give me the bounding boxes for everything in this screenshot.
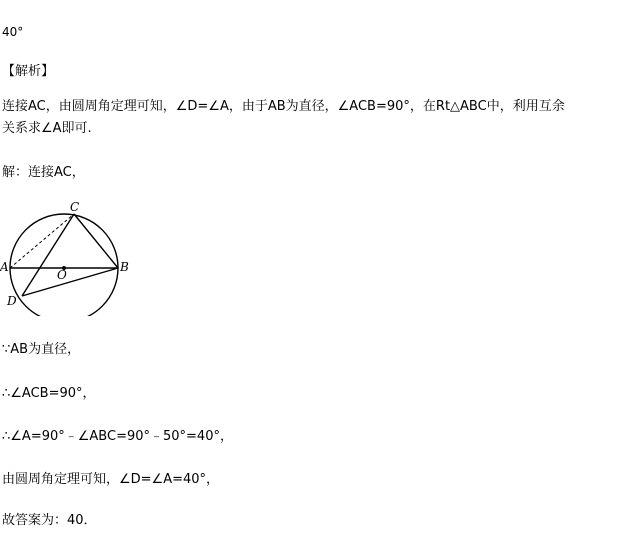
solution-step-3: ∴∠A=90°﹣∠ABC=90°﹣50°=40°，: [2, 429, 233, 444]
solution-step-2: ∴∠ACB=90°，: [2, 386, 96, 401]
solution-conclusion: 故答案为：40．: [2, 513, 97, 528]
dashed-segment-ac: [10, 214, 74, 268]
solution-step-4: 由圆周角定理可知，∠D=∠A=40°，: [2, 472, 220, 487]
analysis-line-2: 关系求∠A即可.: [2, 121, 92, 136]
geometry-figure: [0, 196, 140, 316]
label-c: C: [70, 200, 80, 214]
solution-intro: 解：连接AC，: [2, 165, 85, 180]
solution-step-1: ∵AB为直径，: [2, 342, 81, 357]
analysis-line-1: 连接AC，由圆周角定理可知，∠D=∠A，由于AB为直径，∠ACB=90°，在Rt△ABC中，利用互余: [2, 99, 565, 114]
answer-value: 40°: [2, 25, 24, 39]
label-a: A: [0, 260, 9, 274]
label-b: B: [120, 260, 129, 274]
label-o: O: [57, 268, 67, 282]
analysis-heading: 【解析】: [2, 64, 55, 79]
label-d: D: [7, 294, 17, 308]
